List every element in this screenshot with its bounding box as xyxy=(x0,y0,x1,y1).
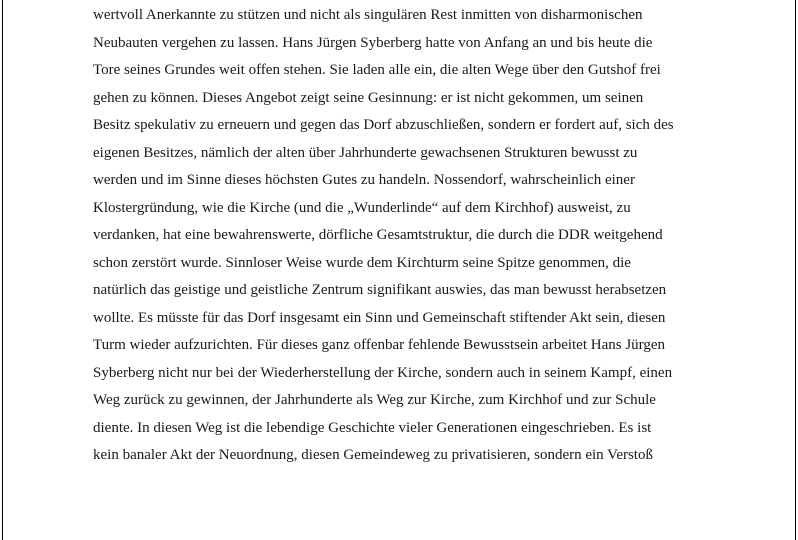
text-line: natürlich das geistige und geistliche Zentrum signifikant auswies, das man bewusst herabsetzen xyxy=(93,282,667,298)
document-page xyxy=(2,0,796,540)
text-line: eigenen Besitzes, nämlich der alten über Jahrhunderte gewachsenen Strukturen bewusst zu xyxy=(93,144,638,161)
text-line: Syberberg nicht nur bei der Wiederherstellung der Kirche, sondern auch in seinem Kampf, einen xyxy=(93,364,673,381)
text-line: kein banaler Akt der Neuordnung, diesen Gemeindeweg zu privatisieren, sondern ein Verstoß xyxy=(93,447,653,463)
text-line: schon zerstört wurde. Sinnloser Weise wurde dem Kirchturm seine Spitze genommen, die xyxy=(93,254,631,271)
text-line: werden und im Sinne dieses höchsten Gutes zu handeln. Nossendorf, wahrscheinlich einer xyxy=(93,172,635,188)
text-line: Besitz spekulativ zu erneuern und gegen das Dorf abzuschließen, sondern er fordert auf, sich des xyxy=(93,117,674,133)
body-text xyxy=(93,2,733,470)
text-line: wollte. Es müsste für das Dorf insgesamt ein Sinn und Gemeinschaft stiftender Akt sein, diesen xyxy=(93,309,666,326)
text-line: Klostergründung, wie die Kirche (und die „Wunderlinde“ auf dem Kirchhof) ausweist, zu xyxy=(93,199,631,216)
text-line: Tore seines Grundes weit offen stehen. Sie laden alle ein, die alten Wege über den Gutshof frei xyxy=(93,62,661,78)
text-line: Turm wieder aufzurichten. Für dieses ganz offenbar fehlende Bewusstsein arbeitet Hans Jürgen xyxy=(93,337,666,353)
text-line: Weg zurück zu gewinnen, der Jahrhunderte als Weg zur Kirche, zum Kirchhof und zur Schule xyxy=(93,392,656,408)
text-line: verdanken, hat eine bewahrenswerte, dörfliche Gesamtstruktur, die durch die DDR weitgehend xyxy=(93,227,663,243)
text-line: diente. In diesen Weg ist die lebendige Geschichte vieler Generationen eingeschrieben. Es ist xyxy=(93,419,652,436)
text-line: wertvoll Anerkannte zu stützen und nicht als singulären Rest inmitten von disharmonischen xyxy=(93,7,643,23)
text-line: Neubauten vergehen zu lassen. Hans Jürgen Syberberg hatte von Anfang an und bis heute die xyxy=(93,34,653,51)
text-line: gehen zu können. Dieses Angebot zeigt seine Gesinnung: er ist nicht gekommen, um seinen xyxy=(93,89,644,106)
